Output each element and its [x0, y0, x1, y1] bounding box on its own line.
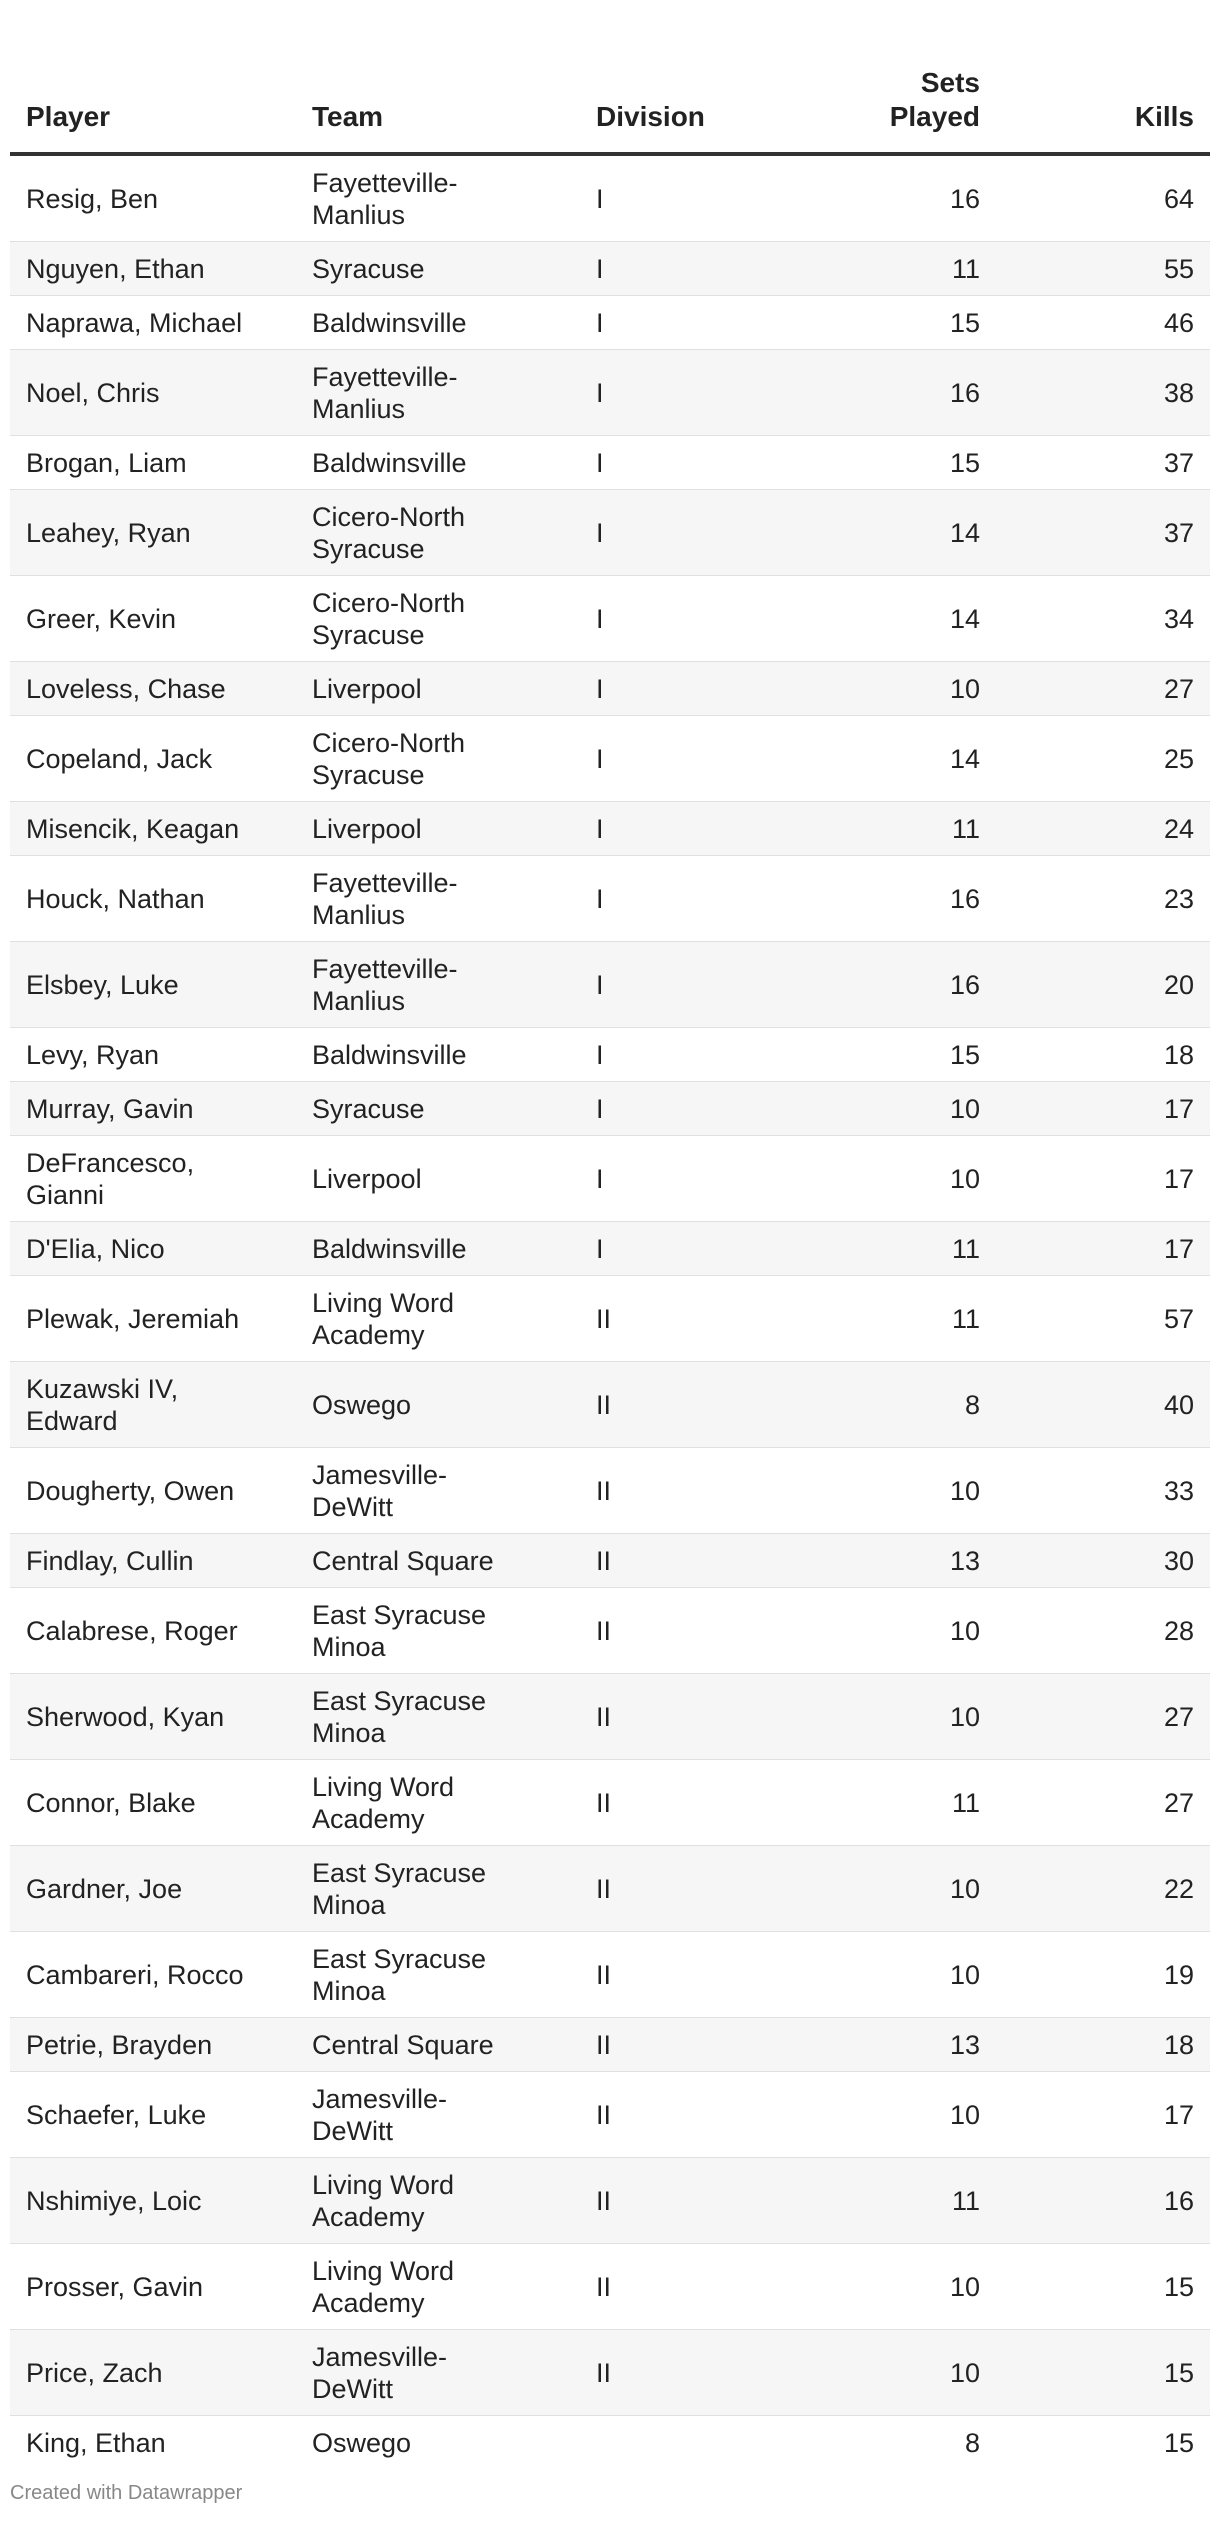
cell-team: Syracuse: [296, 1082, 580, 1136]
cell-kills: 46: [994, 296, 1210, 350]
cell-kills: 24: [994, 802, 1210, 856]
cell-division: II: [580, 2330, 780, 2416]
cell-kills: 28: [994, 1588, 1210, 1674]
cell-player: Brogan, Liam: [10, 436, 296, 490]
cell-player: Loveless, Chase: [10, 662, 296, 716]
cell-player: Findlay, Cullin: [10, 1534, 296, 1588]
cell-kills: 27: [994, 1674, 1210, 1760]
cell-team: Jamesville- DeWitt: [296, 2072, 580, 2158]
table-row: [10, 1276, 1210, 1362]
cell-team: Living Word Academy: [296, 1760, 580, 1846]
cell-team: Living Word Academy: [296, 1276, 580, 1362]
cell-kills: 34: [994, 576, 1210, 662]
table-row: [10, 1082, 1210, 1136]
cell-division: II: [580, 2158, 780, 2244]
cell-player: Elsbey, Luke: [10, 942, 296, 1028]
cell-sets-played: 10: [780, 1588, 994, 1674]
cell-team: Fayetteville- Manlius: [296, 856, 580, 942]
column-header-team[interactable]: Team: [296, 42, 580, 154]
cell-player: Naprawa, Michael: [10, 296, 296, 350]
cell-sets-played: 10: [780, 662, 994, 716]
cell-division: II: [580, 1588, 780, 1674]
cell-kills: 18: [994, 1028, 1210, 1082]
cell-kills: 27: [994, 662, 1210, 716]
cell-sets-played: 10: [780, 1674, 994, 1760]
table-row: [10, 436, 1210, 490]
table-row: [10, 662, 1210, 716]
cell-sets-played: 8: [964, 2427, 980, 2458]
cell-team: Cicero-North Syracuse: [296, 576, 580, 662]
table-row: [10, 942, 1210, 1028]
table-row: [10, 716, 1210, 802]
cell-sets-played: 10: [780, 2072, 994, 2158]
cell-team: Central Square: [296, 1534, 580, 1588]
table-row: [10, 1222, 1210, 1276]
table-row: [10, 1846, 1210, 1932]
table-row: [10, 296, 1210, 350]
cell-team: East Syracuse Minoa: [296, 1932, 580, 2018]
cell-sets-played: 15: [780, 296, 994, 350]
cell-sets-played: 10: [780, 1136, 994, 1222]
cell-kills: 37: [994, 436, 1210, 490]
cell-sets-played: 10: [780, 1448, 994, 1534]
cell-kills: 22: [994, 1846, 1210, 1932]
cell-team: Baldwinsville: [296, 436, 580, 490]
cell-division: I: [580, 154, 780, 242]
cell-player: Greer, Kevin: [10, 576, 296, 662]
cell-kills: 17: [994, 1082, 1210, 1136]
cell-team: Baldwinsville: [296, 296, 580, 350]
cell-sets-played: 10: [780, 1846, 994, 1932]
cell-player: Nguyen, Ethan: [10, 242, 296, 296]
table-body: [10, 154, 1210, 2469]
table-row: [10, 2018, 1210, 2072]
table-row: [10, 2072, 1210, 2158]
cell-sets-played: 11: [780, 1222, 994, 1276]
cell-player: Petrie, Brayden: [10, 2018, 296, 2072]
cell-division: I: [580, 242, 780, 296]
cell-team: Syracuse: [296, 242, 580, 296]
cell-division: I: [580, 490, 780, 576]
cell-team: Jamesville- DeWitt: [296, 1448, 580, 1534]
column-header-division[interactable]: Division: [580, 42, 780, 154]
cell-sets-played: 10: [780, 1932, 994, 2018]
table-row: [10, 490, 1210, 576]
cell-division: II: [580, 2244, 780, 2330]
cell-team: Fayetteville- Manlius: [296, 154, 580, 242]
cell-division: I: [580, 856, 780, 942]
cell-team: East Syracuse Minoa: [296, 1588, 580, 1674]
cell-division: II: [580, 2018, 780, 2072]
cell-sets-played: 13: [780, 1534, 994, 1588]
cell-kills: 19: [994, 1932, 1210, 2018]
cell-player: Gardner, Joe: [10, 1846, 296, 1932]
cell-kills: 16: [994, 2158, 1210, 2244]
cell-kills: 27: [994, 1760, 1210, 1846]
cell-player: Leahey, Ryan: [10, 490, 296, 576]
cell-player: King, Ethan: [26, 2427, 166, 2458]
cell-team: Fayetteville- Manlius: [296, 942, 580, 1028]
cell-team: Central Square: [296, 2018, 580, 2072]
cell-division: I: [580, 1082, 780, 1136]
cell-division: I: [580, 1222, 780, 1276]
cell-team: East Syracuse Minoa: [296, 1674, 580, 1760]
cell-player: Misencik, Keagan: [10, 802, 296, 856]
cell-kills: 15: [994, 2330, 1210, 2416]
cell-sets-played: 14: [780, 576, 994, 662]
cell-player: Noel, Chris: [10, 350, 296, 436]
cell-kills: 17: [994, 1222, 1210, 1276]
cell-kills: 57: [994, 1276, 1210, 1362]
table-row: [10, 576, 1210, 662]
cell-player: Copeland, Jack: [10, 716, 296, 802]
table-row: [10, 1136, 1210, 1222]
credit-footer: Created with Datawrapper: [10, 2482, 243, 2504]
cell-division: II: [580, 1932, 780, 2018]
cell-team: Liverpool: [296, 1136, 580, 1222]
column-header-kills[interactable]: Kills: [994, 42, 1210, 154]
cell-kills: 18: [994, 2018, 1210, 2072]
table-row: [10, 2416, 1210, 2470]
cell-kills: 55: [994, 242, 1210, 296]
cell-division: II: [580, 2072, 780, 2158]
cell-sets-played: 11: [780, 242, 994, 296]
cell-kills: 15: [1163, 2427, 1194, 2458]
cell-player: Kuzawski IV, Edward: [10, 1362, 296, 1448]
table-row: [10, 350, 1210, 436]
column-header-player[interactable]: Player: [10, 42, 296, 154]
cell-kills: 17: [994, 2072, 1210, 2158]
cell-player: D'Elia, Nico: [10, 1222, 296, 1276]
cell-kills: 23: [994, 856, 1210, 942]
cell-team: Liverpool: [296, 662, 580, 716]
cell-division: II: [580, 1674, 780, 1760]
cell-kills: 33: [994, 1448, 1210, 1534]
table-row: [10, 242, 1210, 296]
cell-division: I: [580, 662, 780, 716]
table-row: [10, 1674, 1210, 1760]
cell-player: Nshimiye, Loic: [10, 2158, 296, 2244]
cell-kills: 38: [994, 350, 1210, 436]
cell-sets-played: 11: [780, 802, 994, 856]
cell-player: Price, Zach: [10, 2330, 296, 2416]
cell-kills: 15: [994, 2244, 1210, 2330]
table-row: [10, 2244, 1210, 2330]
cell-sets-played: 10: [780, 2244, 994, 2330]
cell-player: Prosser, Gavin: [10, 2244, 296, 2330]
cell-player: DeFrancesco, Gianni: [10, 1136, 296, 1222]
cell-player: Murray, Gavin: [10, 1082, 296, 1136]
cell-team: Oswego: [312, 2427, 412, 2458]
cell-sets-played: 15: [780, 436, 994, 490]
cell-team: Living Word Academy: [296, 2244, 580, 2330]
cell-player: Cambareri, Rocco: [10, 1932, 296, 2018]
cell-sets-played: 13: [780, 2018, 994, 2072]
cell-division: I: [580, 436, 780, 490]
cell-kills: 64: [994, 154, 1210, 242]
cell-division: I: [580, 296, 780, 350]
cell-kills: 30: [994, 1534, 1210, 1588]
table-row: [10, 1932, 1210, 2018]
cell-player: Sherwood, Kyan: [10, 1674, 296, 1760]
cell-player: Resig, Ben: [10, 154, 296, 242]
cell-division: I: [580, 716, 780, 802]
table-row: [10, 2330, 1210, 2416]
cell-division: I: [580, 1028, 780, 1082]
cell-kills: 37: [994, 490, 1210, 576]
cell-team: Jamesville- DeWitt: [296, 2330, 580, 2416]
cell-team: Living Word Academy: [296, 2158, 580, 2244]
cell-division: II: [580, 1760, 780, 1846]
cell-sets-played: 16: [780, 856, 994, 942]
cell-player: Schaefer, Luke: [10, 2072, 296, 2158]
cell-division: II: [580, 1534, 780, 1588]
cell-player: Levy, Ryan: [10, 1028, 296, 1082]
cell-division: I: [580, 942, 780, 1028]
cell-sets-played: 14: [780, 490, 994, 576]
cell-player: Plewak, Jeremiah: [10, 1276, 296, 1362]
column-header-sets-played[interactable]: Sets Played: [780, 42, 994, 154]
cell-division: II: [580, 1276, 780, 1362]
table-row: [10, 2158, 1210, 2244]
cell-sets-played: 14: [780, 716, 994, 802]
cell-sets-played: 11: [780, 2158, 994, 2244]
cell-sets-played: 11: [780, 1276, 994, 1362]
cell-division: II: [580, 1448, 780, 1534]
cell-player: Houck, Nathan: [10, 856, 296, 942]
cell-sets-played: 10: [780, 1082, 994, 1136]
cell-kills: 40: [994, 1362, 1210, 1448]
cell-team: East Syracuse Minoa: [296, 1846, 580, 1932]
table-row: [10, 1588, 1210, 1674]
table-row: [10, 154, 1210, 242]
cell-division: [580, 2416, 780, 2470]
cell-division: II: [580, 1846, 780, 1932]
table-row: [10, 1448, 1210, 1534]
cell-kills: 25: [994, 716, 1210, 802]
table-row: [10, 1760, 1210, 1846]
header-row: [10, 42, 1210, 154]
cell-kills: 20: [994, 942, 1210, 1028]
cell-sets-played: 16: [780, 350, 994, 436]
cell-sets-played: 8: [780, 1362, 994, 1448]
cell-division: I: [580, 802, 780, 856]
cell-sets-played: 11: [780, 1760, 994, 1846]
cell-team: Cicero-North Syracuse: [296, 490, 580, 576]
cell-sets-played: 16: [780, 154, 994, 242]
cell-player: Connor, Blake: [10, 1760, 296, 1846]
cell-player: Dougherty, Owen: [10, 1448, 296, 1534]
table-row: [10, 802, 1210, 856]
cell-team: Baldwinsville: [296, 1222, 580, 1276]
table-row: [10, 856, 1210, 942]
cell-division: I: [580, 350, 780, 436]
cell-kills: 17: [994, 1136, 1210, 1222]
table-row: [10, 1362, 1210, 1448]
cell-team: Fayetteville- Manlius: [296, 350, 580, 436]
cell-division: I: [580, 576, 780, 662]
cell-sets-played: 16: [780, 942, 994, 1028]
cell-team: Cicero-North Syracuse: [296, 716, 580, 802]
cell-team: Baldwinsville: [296, 1028, 580, 1082]
cell-team: Liverpool: [296, 802, 580, 856]
table-row: [10, 1028, 1210, 1082]
cell-sets-played: 15: [780, 1028, 994, 1082]
cell-sets-played: 10: [780, 2330, 994, 2416]
cell-division: I: [580, 1136, 780, 1222]
cell-team: Oswego: [296, 1362, 580, 1448]
table-row: [10, 1534, 1210, 1588]
stats-table: [10, 42, 1210, 2469]
cell-player: Calabrese, Roger: [10, 1588, 296, 1674]
cell-division: II: [580, 1362, 780, 1448]
